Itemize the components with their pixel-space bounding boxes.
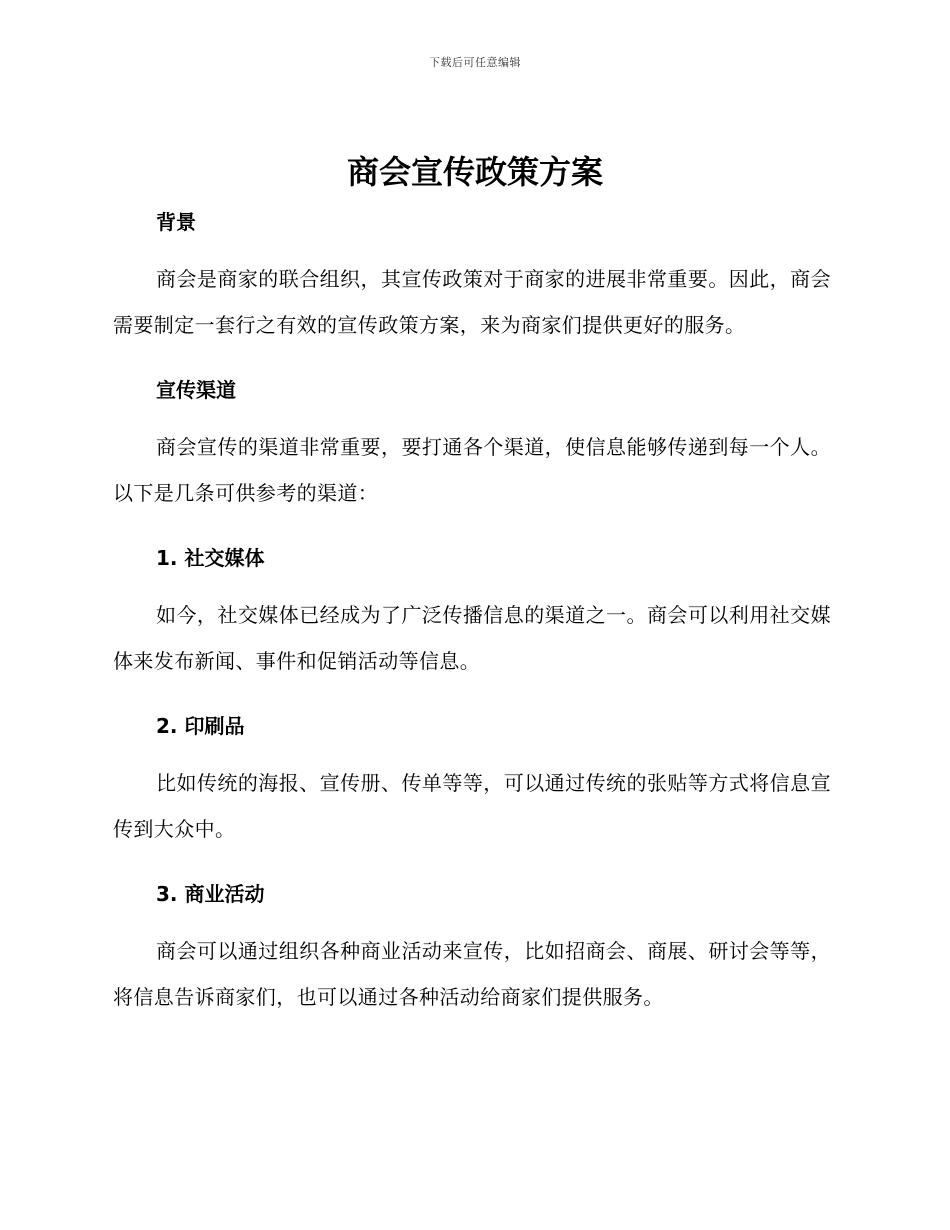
document-title: 商会宣传政策方案: [346, 153, 603, 191]
section-paragraph: 商会宣传的渠道非常重要，要打通各个渠道，使信息能够传递到每一个人。以下是几条可供参考的渠道：: [113, 435, 831, 505]
section-paragraph: 比如传统的海报、宣传册、传单等等，可以通过传统的张贴等方式将信息宣传到大众中。: [113, 771, 831, 841]
section-business-events: [113, 874, 831, 1020]
section-heading: 背景: [156, 210, 196, 234]
section-heading: 宣传渠道: [156, 378, 236, 402]
section-background: [113, 202, 831, 348]
section-paragraph: 商会可以通过组织各种商业活动来宣传，比如招商会、商展、研讨会等等，将信息告诉商家们，也可以通过各种活动给商家们提供服务。: [113, 939, 831, 1009]
section-printed-materials: [113, 706, 831, 852]
section-paragraph: 如今，社交媒体已经成为了广泛传播信息的渠道之一。商会可以利用社交媒体来发布新闻、事件和促销活动等信息。: [113, 603, 831, 673]
section-paragraph: 商会是商家的联合组织，其宣传政策对于商家的进展非常重要。因此，商会需要制定一套行之有效的宣传政策方案，来为商家们提供更好的服务。: [113, 267, 831, 337]
section-heading: 1. 社交媒体: [156, 546, 265, 570]
section-social-media: [113, 538, 831, 684]
page-header-note: 下载后可任意编辑: [429, 56, 521, 69]
section-heading: 3. 商业活动: [156, 882, 265, 906]
section-channels: [113, 370, 831, 516]
document-body: [113, 202, 831, 1042]
section-heading: 2. 印刷品: [156, 714, 245, 738]
